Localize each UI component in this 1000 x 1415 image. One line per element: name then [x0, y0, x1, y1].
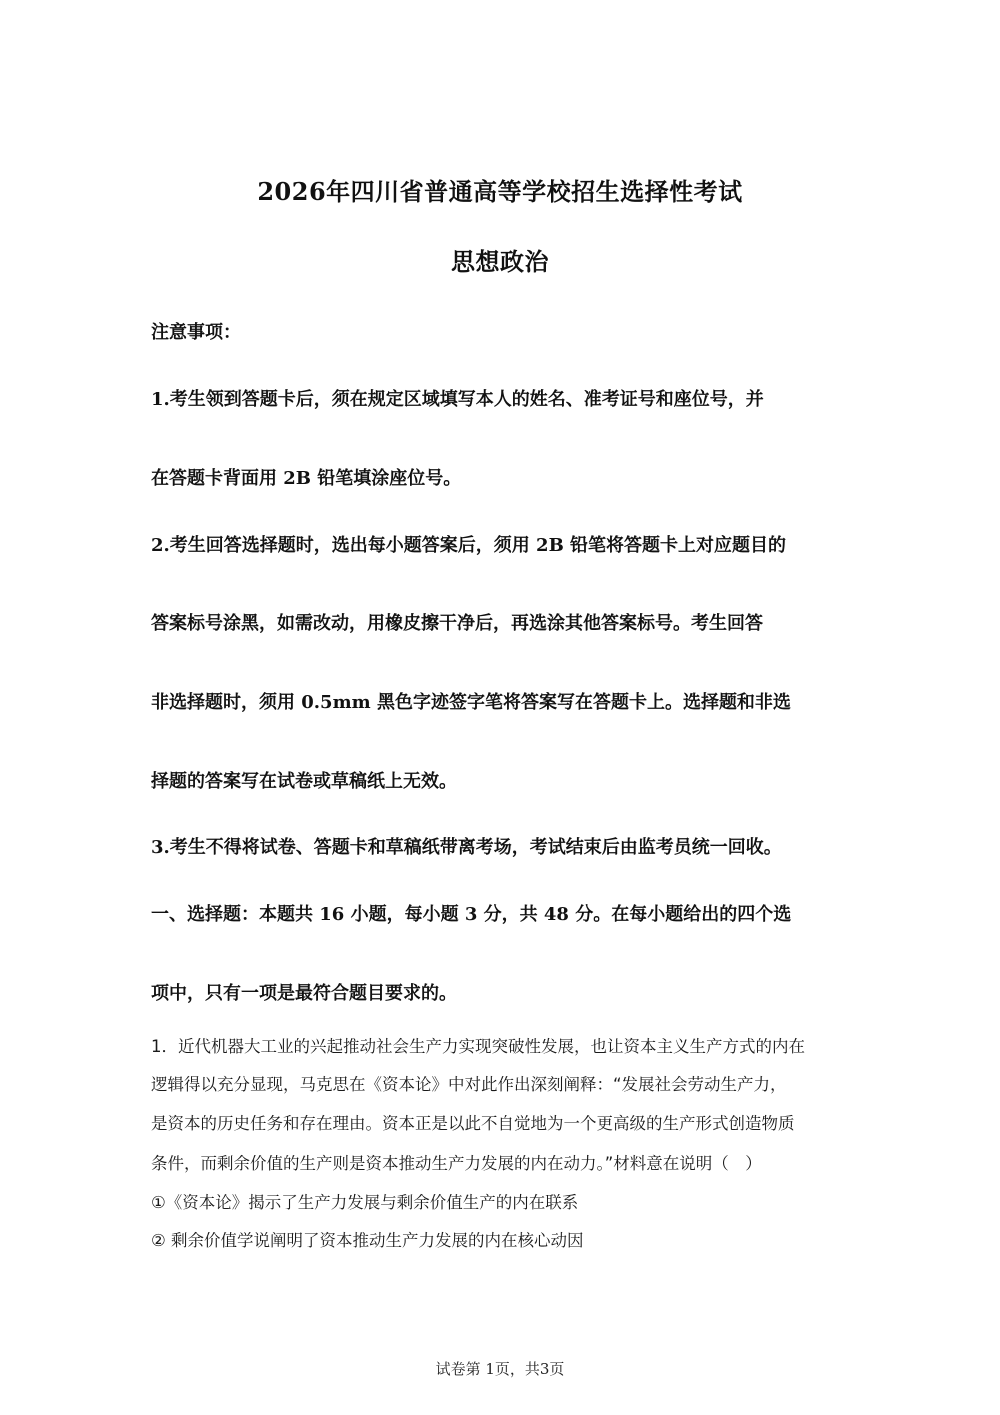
notice-line: 1.考生领到答题卡后，须在规定区域填写本人的姓名、准考证号和座位号，并 — [151, 389, 764, 410]
exam-title: 2026年四川省普通高等学校招生选择性考试 — [257, 177, 743, 206]
notice-line: 在答题卡背面用 2B 铅笔填涂座位号。 — [151, 468, 462, 489]
notice-line: 3.考生不得将试卷、答题卡和草稿纸带离考场，考试结束后由监考员统一回收。 — [151, 837, 782, 858]
section-instruction: 项中，只有一项是最符合题目要求的。 — [151, 983, 457, 1004]
question-stem-line: 逻辑得以充分显现，马克思在《资本论》中对此作出深刻阐释：“发展社会劳动生产力， — [151, 1075, 787, 1094]
section-instruction: 一、选择题：本题共 16 小题，每小题 3 分，共 48 分。在每小题给出的四个选 — [151, 904, 792, 925]
notice-heading: 注意事项： — [151, 322, 241, 343]
question-stem-line: 是资本的历史任务和存在理由。资本正是以此不自觉地为一个更高级的生产形式创造物质 — [151, 1114, 795, 1133]
question-option: ② 剩余价值学说阐明了资本推动生产力发展的内在核心动因 — [151, 1231, 584, 1250]
subject-title: 思想政治 — [451, 247, 549, 276]
notice-line: 答案标号涂黑，如需改动，用橡皮擦干净后，再选涂其他答案标号。考生回答 — [151, 613, 763, 634]
notice-line: 非选择题时，须用 0.5mm 黑色字迹签字笔将答案写在答题卡上。选择题和非选 — [151, 692, 791, 713]
question-option: ①《资本论》揭示了生产力发展与剩余价值生产的内在联系 — [151, 1193, 579, 1212]
notice-line: 2.考生回答选择题时，选出每小题答案后，须用 2B 铅笔将答题卡上对应题目的 — [151, 535, 787, 556]
page-footer: 试卷第 1页，共3页 — [435, 1360, 565, 1378]
question-stem-line: 1．近代机器大工业的兴起推动社会生产力实现突破性发展，也让资本主义生产方式的内在 — [151, 1037, 805, 1056]
notice-line: 择题的答案写在试卷或草稿纸上无效。 — [151, 771, 457, 792]
question-stem-line: 条件，而剩余价值的生产则是资本推动生产力发展的内在动力。”材料意在说明（ ） — [151, 1154, 762, 1173]
